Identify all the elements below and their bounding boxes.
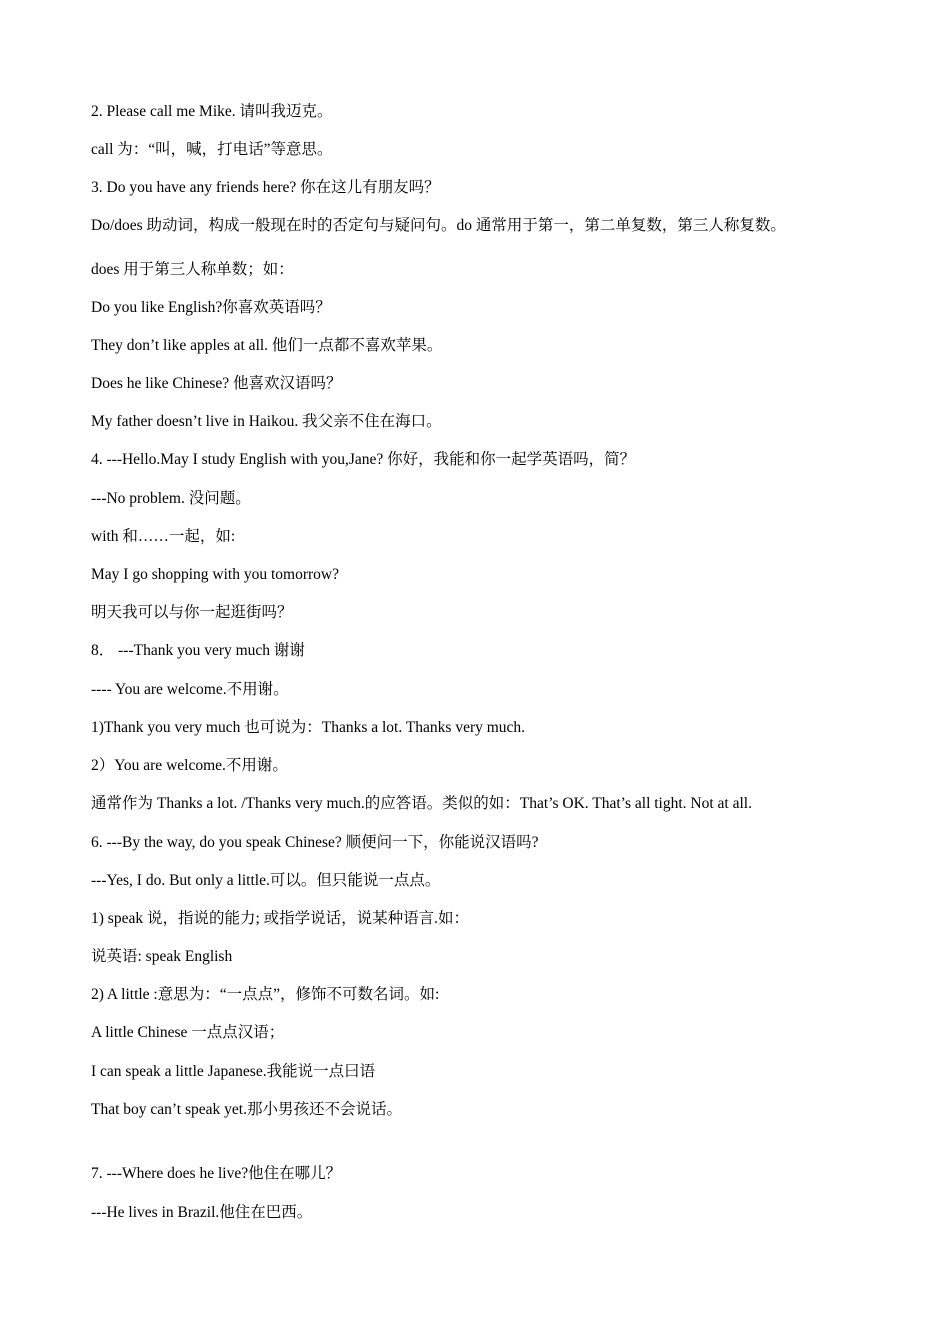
text-line: 2）You are welcome.不用谢。 (91, 757, 288, 774)
text-line: 6. ---By the way, do you speak Chinese? 顺便问一下，你能说汉语吗? (91, 834, 539, 851)
text-line: 3. Do you have any friends here? 你在这儿有朋友吗？ (91, 179, 440, 196)
text-line: That boy can’t speak yet.那小男孩还不会说话。 (91, 1101, 402, 1118)
text-line: ---Yes, I do. But only a little.可以。但只能说一点点。 (91, 872, 441, 889)
text-line: ---- You are welcome.不用谢。 (91, 681, 289, 698)
text-line: 通常作为 Thanks a lot. /Thanks very much.的应答语。类似的如：That’s OK. That’s all tight. Not at all. (91, 795, 752, 812)
text-line: 2. Please call me Mike. 请叫我迈克。 (91, 103, 333, 120)
text-line: 4. ---Hello.May I study English with you,Jane? 你好，我能和你一起学英语吗，简？ (91, 451, 636, 468)
text-line: 说英语: speak English (91, 948, 233, 965)
text-line: with 和……一起，如: (91, 528, 236, 545)
text-line: 2) A little :意思为：“一点点”，修饰不可数名词。如: (91, 986, 440, 1003)
text-line: They don’t like apples at all. 他们一点都不喜欢苹果。 (91, 337, 443, 354)
text-line: ---He lives in Brazil.他住在巴西。 (91, 1204, 313, 1221)
text-line: 8． ---Thank you very much 谢谢 (91, 642, 305, 659)
text-line: May I go shopping with you tomorrow? (91, 566, 339, 583)
text-line: I can speak a little Japanese.我能说一点曰语 (91, 1063, 376, 1080)
text-line: 明天我可以与你一起逛街吗？ (91, 604, 293, 621)
text-line: 7. ---Where does he live?他住在哪儿？ (91, 1165, 342, 1182)
text-line: 1)Thank you very much 也可说为：Thanks a lot. Thanks very much. (91, 719, 526, 736)
text-line: My father doesn’t live in Haikou. 我父亲不住在海口。 (91, 413, 442, 430)
text-line: Do you like English?你喜欢英语吗？ (91, 299, 331, 316)
text-line: A little Chinese 一点点汉语； (91, 1024, 285, 1041)
text-line: call 为：“叫，喊，打电话”等意思。 (91, 141, 333, 158)
text-line: ---No problem. 没问题。 (91, 490, 251, 507)
text-line: does 用于第三人称单数；如： (91, 261, 294, 278)
text-line: Do/does 助动词，构成一般现在时的否定句与疑问句。do 通常用于第一，第二单复数，第三人称复数。 (91, 217, 786, 234)
text-line: 1) speak 说，指说的能力; 或指学说话，说某种语言.如： (91, 910, 470, 927)
text-line: Does he like Chinese? 他喜欢汉语吗？ (91, 375, 342, 392)
